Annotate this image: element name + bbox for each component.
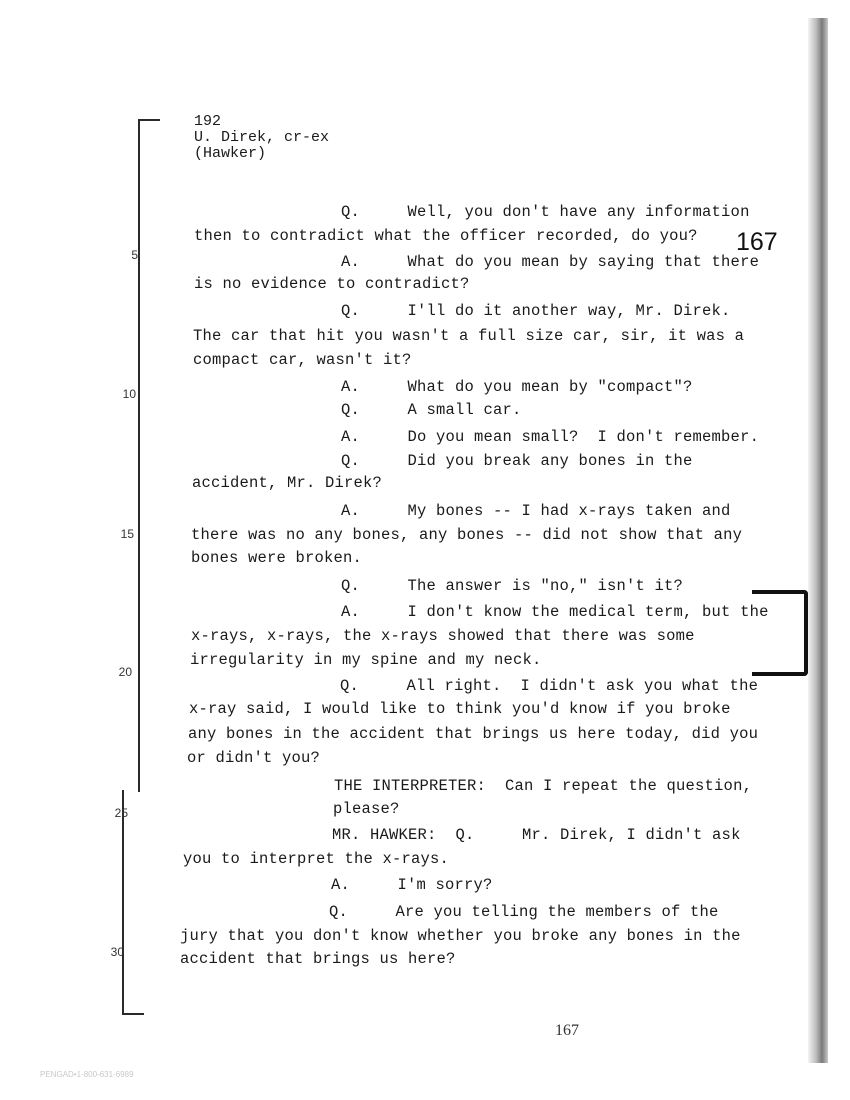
transcript-line: irregularity in my spine and my neck. [190,651,542,669]
transcript-header [194,114,329,162]
margin-rule-lower [122,790,124,1015]
transcript-line: x-ray said, I would like to think you'd know if you broke [189,700,731,718]
line-number: 20 [118,665,132,679]
line-number: 15 [120,527,134,541]
transcript-line: or didn't you? [187,749,321,767]
margin-rule-bend [122,640,140,792]
header-page-number: 192 [194,113,222,130]
transcript-line: MR. HAWKER: Q. Mr. Direk, I didn't ask [332,826,741,844]
transcript-line: jury that you don't know whether you broke any bones in the [180,927,741,945]
header-examiner: (Hawker) [194,145,267,162]
line-number: 5 [131,248,138,262]
transcript-line: accident, Mr. Direk? [192,474,383,492]
transcript-line: bones were broken. [191,549,363,567]
transcript-line: A. My bones -- I had x-rays taken and [341,502,731,520]
form-footer-mark: PENGAD•1-800-631-6989 [40,1070,134,1079]
transcript-line: there was no any bones, any bones -- did not show that any [191,526,743,544]
transcript-line: any bones in the accident that brings us here today, did you [188,725,759,743]
transcript-line: is no evidence to contradict? [194,275,470,293]
transcript-line: A. I'm sorry? [331,876,493,894]
transcript-line: The car that hit you wasn't a full size car, sir, it was a [193,327,745,345]
transcript-line: Q. I'll do it another way, Mr. Direk. [341,302,731,320]
transcript-line: then to contradict what the officer recorded, do you? [194,227,698,245]
page-footer-number: 167 [555,1022,579,1039]
bates-stamp: 167 [736,228,778,256]
margin-bracket-top [138,119,160,121]
transcript-line: Q. All right. I didn't ask you what the [340,677,759,695]
transcript-line: Q. Did you break any bones in the [341,452,693,470]
margin-rule [138,119,140,644]
transcript-line: Q. The answer is "no," isn't it? [341,577,684,595]
header-witness: U. Direk, cr-ex [194,129,330,146]
transcript-line: THE INTERPRETER: Can I repeat the question, [334,777,753,795]
transcript-line: A. I don't know the medical term, but the [341,603,769,621]
transcript-line: please? [333,800,400,818]
transcript-line: you to interpret the x-rays. [183,850,450,868]
transcript-line: Q. A small car. [341,401,522,419]
line-number: 25 [114,806,128,820]
transcript-line: x-rays, x-rays, the x-rays showed that there was some [191,627,695,645]
line-number: 10 [122,387,136,401]
transcript-line: A. Do you mean small? I don't remember. [341,428,760,446]
transcript-line: compact car, wasn't it? [193,351,412,369]
transcript-line: accident that brings us here? [180,950,456,968]
line-number: 30 [110,945,124,959]
scan-edge-shadow [808,18,828,1063]
transcript-line: Q. Are you telling the members of the [329,903,719,921]
margin-bracket-bottom [122,1013,144,1015]
transcript-line: A. What do you mean by "compact"? [341,378,693,396]
transcript-line: Q. Well, you don't have any information [341,203,750,221]
transcript-line: A. What do you mean by saying that there [341,253,760,271]
